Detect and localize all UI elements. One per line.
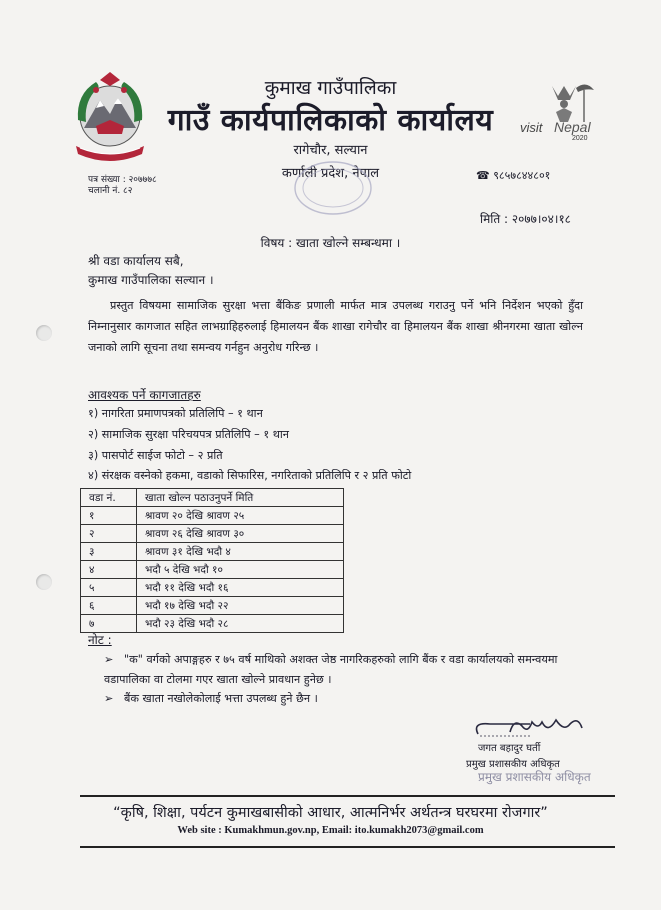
punch-hole-top (36, 325, 52, 341)
letter-number: पत्र संख्या : २०७७७८ (88, 175, 157, 185)
date-cell: श्रावण २६ देखि श्रावण ३० (137, 525, 344, 543)
ward-cell: २ (81, 525, 137, 543)
requirements-title: आवश्यक पर्ने कागजातहरु (88, 388, 201, 402)
table-row (81, 525, 344, 543)
table-row (81, 561, 344, 579)
note-title: नोट : (88, 633, 112, 647)
column-header-date: खाता खोल्न पठाउनुपर्ने मिति (137, 489, 344, 507)
note-text: बैंक खाता नखोलेकोलाई भत्ता उपलब्ध हुने छैन । (124, 692, 318, 705)
svg-text:2020: 2020 (572, 135, 588, 142)
locality: रागेचौर, सल्यान (293, 143, 368, 158)
office-stamp (292, 158, 374, 218)
signatory-role: प्रमुख प्रशासकीय अधिकृत (466, 759, 560, 770)
date-cell: भदौ १७ देखि भदौ २२ (137, 597, 344, 615)
addressee-line-2: कुमाख गाउँपालिका सल्यान । (88, 273, 214, 287)
requirement-item: ४) संरक्षक वस्नेको हकमा, वडाको सिफारिस, नगरिताको प्रतिलिपि र २ प्रति फोटो (88, 469, 412, 482)
note-item (104, 650, 584, 690)
requirement-item: १) नागरिता प्रमाणपत्रको प्रतिलिपि – १ थान (88, 407, 263, 420)
dispatch-number: चलानी नं. ८२ (88, 186, 133, 196)
letter-date: मिति : २०७७।०४।१८ (480, 212, 571, 226)
punch-hole-bottom (36, 574, 52, 590)
ward-cell: ६ (81, 597, 137, 615)
ward-cell: ७ (81, 615, 137, 633)
province: कर्णाली प्रदेश, नेपाल (281, 166, 380, 181)
date-cell: भदौ ११ देखि भदौ १६ (137, 579, 344, 597)
date-cell: भदौ २३ देखि भदौ २८ (137, 615, 344, 633)
table-row (81, 579, 344, 597)
footer-divider-top (80, 795, 615, 797)
schedule-table (80, 488, 344, 633)
date-cell: श्रावण ३१ देखि भदौ ४ (137, 543, 344, 561)
table-row (81, 507, 344, 525)
ward-cell: ३ (81, 543, 137, 561)
footer-website: Web site : Kumakhmun.gov.np, Email: ito.kumakh2073@gmail.com (177, 825, 484, 836)
addressee-line-1: श्री वडा कार्यालय सबै, (88, 254, 184, 268)
footer-slogan: “कृषि, शिक्षा, पर्यटन कुमाखबासीको आधार, आत्मनिर्भर अर्थतन्त्र घरघरमा रोजगार” (113, 805, 548, 821)
arrow-bullet-icon: ➢ (104, 692, 114, 705)
signatory-name: जगत बहादुर घर्ती (478, 743, 541, 754)
ward-cell: ५ (81, 579, 137, 597)
date-cell: भदौ ५ देखि भदौ १० (137, 561, 344, 579)
svg-text:visit: visit (520, 120, 543, 135)
note-text: "क" वर्गको अपाङ्गहरु र ७५ वर्ष माथिको अशक्त जेष्ठ नागरिकहरुको लागि बैंक र वडा कार्यालयको समन्वयमा वडापालिका वा टोलमा गएर खाता खोल्ने प्रावधान हुनेछ । (104, 653, 558, 686)
office-name: गाउँ कार्यपालिकाको कार्यालय (167, 103, 494, 138)
svg-text:Nepal: Nepal (554, 119, 591, 135)
phone-number: ☎ ९८५७८४४८०१ (476, 169, 551, 182)
designation-stamp: प्रमुख प्रशासकीय अधिकृत (478, 770, 591, 784)
table-row (81, 543, 344, 561)
column-header-ward: वडा नं. (81, 489, 137, 507)
table-row (81, 615, 344, 633)
subject-line: विषय : खाता खोल्ने सम्बन्धमा । (260, 236, 401, 250)
requirement-item: २) सामाजिक सुरक्षा परिचयपत्र प्रतिलिपि – १ थान (88, 428, 289, 441)
ward-cell: १ (81, 507, 137, 525)
table-header-row (81, 489, 344, 507)
footer-divider-bottom (80, 846, 615, 848)
note-item (104, 691, 318, 706)
org-name: कुमाख गाउँपालिका (264, 77, 397, 99)
arrow-bullet-icon: ➢ (104, 653, 114, 666)
table-row (81, 597, 344, 615)
letter-body: प्रस्तुत विषयमा सामाजिक सुरक्षा भत्ता बैंकिङ प्रणाली मार्फत मात्र उपलब्ध गराउनु पर्ने भनि निर्देशन भएको हुँदा निम्नानुसार कागजात सहित लाभग्राहिहरुलाई हिमालयन बैंक शाखा रागेचौर वा हिमालयन बैंक शाखा श्रीनगरमा खाता खोल्न जनाको लागि सूचना तथा समन्वय गर्नहुन अनुरोध गरिन्छ । (88, 299, 583, 354)
date-cell: श्रावण २० देखि श्रावण २५ (137, 507, 344, 525)
ward-cell: ४ (81, 561, 137, 579)
requirement-item: ३) पासपोर्ट साईज फोटो – २ प्रति (88, 449, 223, 462)
